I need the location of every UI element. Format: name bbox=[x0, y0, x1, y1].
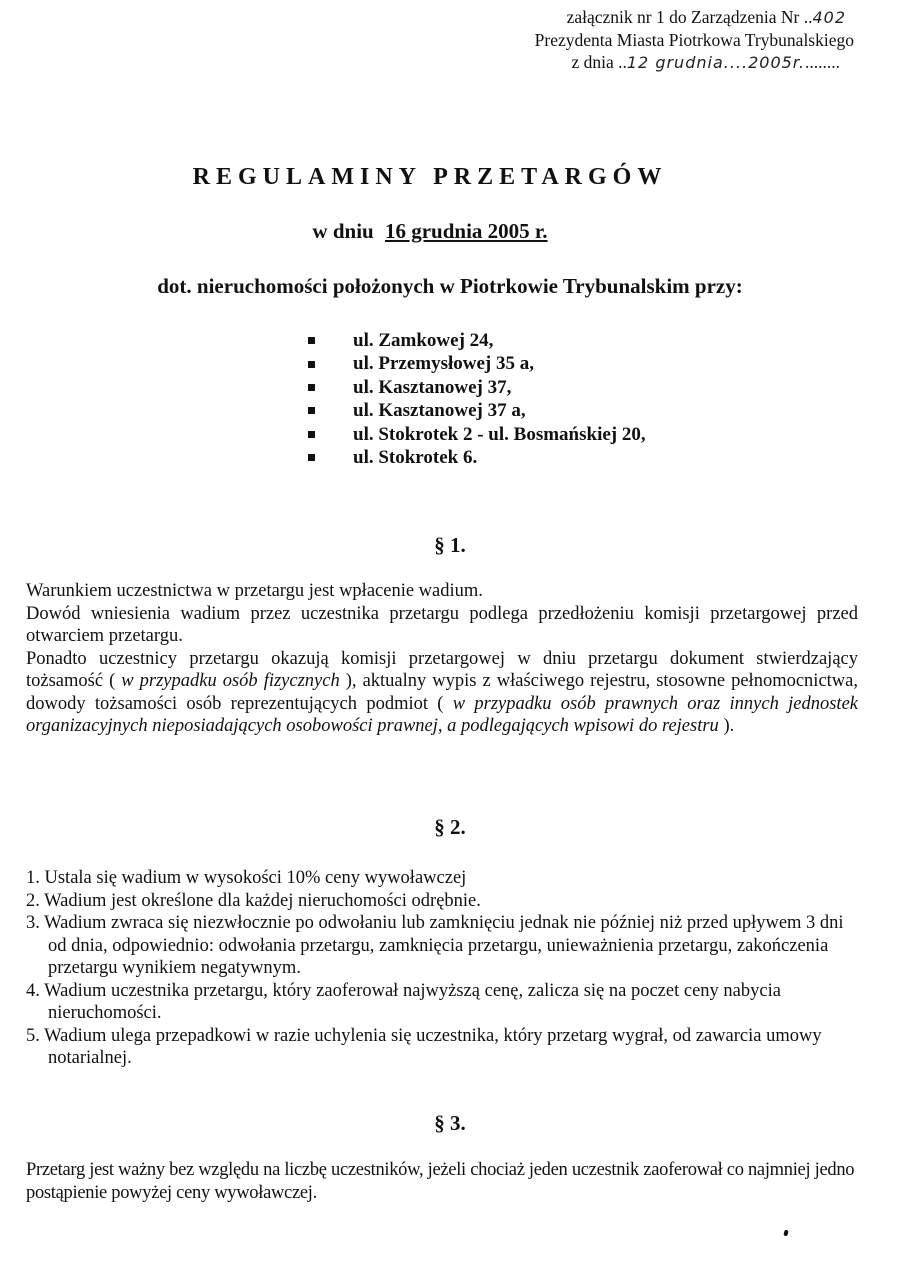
list-item: 1. Ustala się wadium w wysokości 10% ceny wywoławczej bbox=[26, 868, 467, 888]
bullet-icon bbox=[308, 337, 315, 344]
section-2-list bbox=[26, 867, 866, 1070]
list-item: ul. Stokrotek 6. bbox=[308, 446, 646, 469]
list-item: ul. Kasztanowej 37 a, bbox=[308, 399, 646, 422]
list-item: ul. Kasztanowej 37, bbox=[308, 376, 646, 399]
document-title: REGULAMINY PRZETARGÓW bbox=[192, 164, 668, 190]
document-subtitle: dot. nieruchomości położonych w Piotrkowie Trybunalskim przy: bbox=[157, 274, 743, 298]
section-1-paragraph-2: Dowód wniesienia wadium przez uczestnika przetargu podlega przedłożeniu komisji przetargowej przed otwarciem przetargu. bbox=[26, 603, 858, 646]
list-item: 5. Wadium ulega przepadkowi w razie uchylenia się uczestnika, który przetarg wygrał, od zawarcia umowy notarialnej. bbox=[26, 1025, 822, 1068]
section-1-paragraph-1: Warunkiem uczestnictwa w przetargu jest wpłacenie wadium. bbox=[26, 581, 483, 601]
list-item: ul. Zamkowej 24, bbox=[308, 329, 646, 352]
section-3-heading: § 3. bbox=[434, 1111, 466, 1135]
list-item: ul. Stokrotek 2 - ul. Bosmańskiej 20, bbox=[308, 423, 646, 446]
handwritten-ordinance-number: 402 bbox=[812, 8, 846, 27]
section-1-heading: § 1. bbox=[434, 533, 466, 557]
auction-date-line: w dniu 16 grudnia 2005 r. bbox=[312, 219, 548, 243]
bullet-icon bbox=[308, 384, 315, 391]
header-line-president: Prezydenta Miasta Piotrkowa Trybunalskiego bbox=[534, 30, 854, 50]
bullet-icon bbox=[308, 431, 315, 438]
header-line-date: z dnia ..12 grudnia....2005r......... bbox=[571, 52, 840, 72]
scan-speck bbox=[783, 1230, 788, 1237]
section-1-paragraph-3: Ponadto uczestnicy przetargu okazują komisji przetargowej w dniu przetargu dokument stwierdzający tożsamość ( w przypadku osób fizycznych ), aktualny wypis z właściwego rejestru, stosowne pełnomocnictwa, dowody tożsamości osób reprezentujących podmiot ( w przypadku osób prawnych oraz innych jednostek organizacyjnych nieposiadających osobowości prawnej, a podlegających wpisowi do rejestru ). bbox=[26, 648, 858, 736]
list-item: 4. Wadium uczestnika przetargu, który zaoferował najwyższą cenę, zalicza się na poczet ceny nabycia nieruchomości. bbox=[26, 980, 781, 1023]
section-2-heading: § 2. bbox=[434, 815, 466, 839]
bullet-icon bbox=[308, 361, 315, 368]
section-1-body bbox=[26, 580, 858, 738]
address-list bbox=[308, 329, 646, 469]
handwritten-date: 12 grudnia....2005r. bbox=[626, 53, 805, 72]
attachment-header bbox=[434, 6, 854, 74]
auction-date: 16 grudnia 2005 r. bbox=[384, 219, 548, 243]
section-3-body: Przetarg jest ważny bez względu na liczbę uczestników, jeżeli chociaż jeden uczestnik zaoferował co najmniej jedno postąpienie powyżej ceny wywoławczej. bbox=[26, 1160, 855, 1203]
bullet-icon bbox=[308, 407, 315, 414]
header-line-ordinance: załącznik nr 1 do Zarządzenia Nr ..402 bbox=[566, 7, 846, 27]
bullet-icon bbox=[308, 454, 315, 461]
list-item: 3. Wadium zwraca się niezwłocznie po odwołaniu lub zamknięciu jednak nie później niż przed upływem 3 dni od dnia, odpowiednio: odwołania przetargu, zamknięcia przetargu, unieważnienia przetargu, zakończenia przetargu wynikiem negatywnym. bbox=[26, 913, 844, 978]
list-item: 2. Wadium jest określone dla każdej nieruchomości odrębnie. bbox=[26, 890, 481, 911]
list-item: ul. Przemysłowej 35 a, bbox=[308, 352, 646, 375]
